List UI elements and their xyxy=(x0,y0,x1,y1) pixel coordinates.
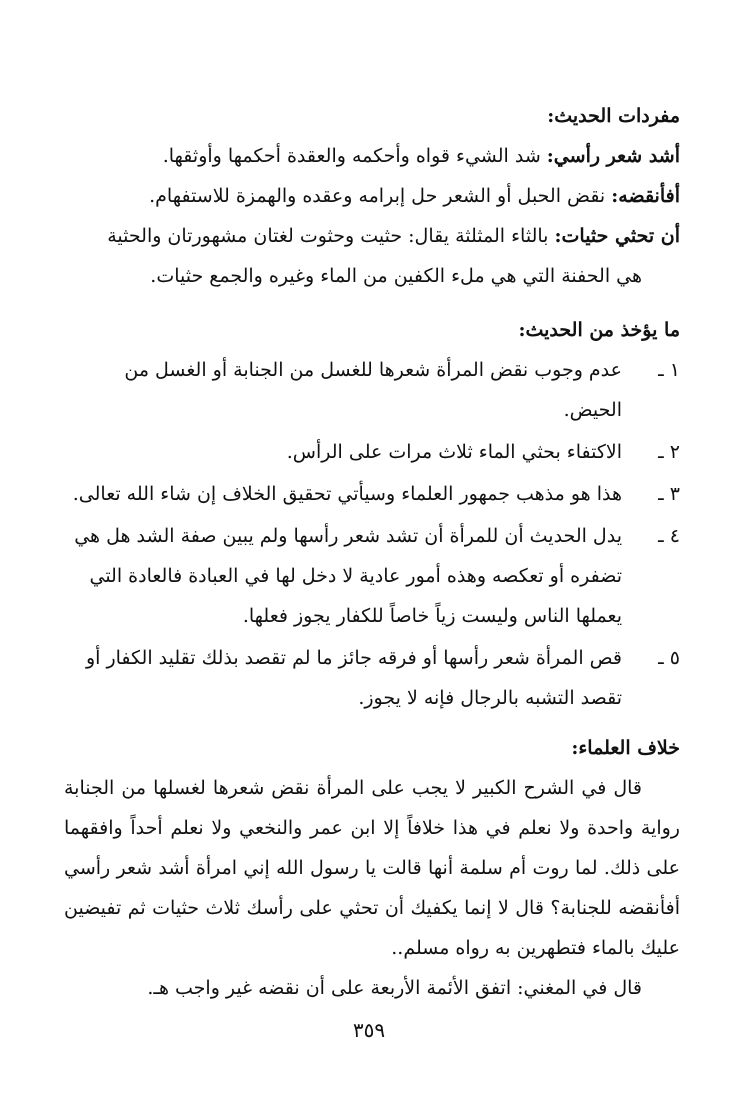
list-item-text: يدل الحديث أن للمرأة أن تشد شعر رأسها ولم يبين صفة الشد هل هي تضفره أو تعكصه وهذه أمور عادية لا دخل لها في العبادة فالعادة التي يعملها الناس وليست زياً خاصاً للكفار يجوز فعلها. xyxy=(74,525,622,627)
vocab-item-2 xyxy=(64,176,680,216)
vocab-text-2: نقض الحبل أو الشعر حل إبرامه وعقده والهمزة للاستفهام. xyxy=(149,185,612,207)
list-item-text: عدم وجوب نقض المرأة شعرها للغسل من الجنابة أو الغسل من الحيض. xyxy=(124,359,622,421)
list-item xyxy=(64,516,680,636)
lessons-heading: ما يؤخذ من الحديث: xyxy=(518,319,680,341)
list-item xyxy=(64,638,680,718)
list-item-text: الاكتفاء بحثي الماء ثلاث مرات على الرأس. xyxy=(286,441,622,463)
vocab-item-1 xyxy=(64,136,680,176)
list-item-number: ٥ ـ xyxy=(658,647,680,669)
dispute-paragraph-1: قال في الشرح الكبير لا يجب على المرأة نقض شعرها لغسلها من الجنابة رواية واحدة ولا نعلم في هذا خلافاً إلا ابن عمر والنخعي ولا نعلم أحداً وافقهما على ذلك. لما روت أم سلمة أنها قالت يا رسول الله إني امرأة أشد شعر رأسي أفأنقضه للجنابة؟ قال لا إنما يكفيك أن تحثي على رأسك ثلاث حثيات ثم تفيضين عليك بالماء فتطهرين به رواه مسلم.. xyxy=(64,777,680,959)
list-item-number: ٤ ـ xyxy=(658,525,680,547)
vocab-term-3: أن تحثي حثيات: xyxy=(554,225,680,247)
page-body xyxy=(64,100,680,1008)
vocab-item-3-continuation: هي الحفنة التي هي ملء الكفين من الماء وغيره والجمع حثيات. xyxy=(150,265,642,287)
list-item-number: ١ ـ xyxy=(658,359,680,381)
list-item xyxy=(64,474,680,514)
vocab-term-1: أشد شعر رأسي: xyxy=(546,145,680,167)
lessons-list xyxy=(64,350,680,718)
list-item-text: هذا هو مذهب جمهور العلماء وسيأتي تحقيق الخلاف إن شاء الله تعالى. xyxy=(72,483,622,505)
vocab-text-1: شد الشيء قواه وأحكمه والعقدة أحكمها وأوثقها. xyxy=(162,145,547,167)
vocab-item-3 xyxy=(64,216,680,256)
list-item xyxy=(64,432,680,472)
dispute-heading: خلاف العلماء: xyxy=(571,737,680,759)
list-item-text: قص المرأة شعر رأسها أو فرقه جائز ما لم تقصد بذلك تقليد الكفار أو تقصد التشبه بالرجال فإنه لا يجوز. xyxy=(85,647,622,709)
list-item xyxy=(64,350,680,430)
vocab-term-2: أفأنقضه: xyxy=(611,185,680,207)
page-number: ٣٥٩ xyxy=(352,1018,386,1042)
list-item-number: ٢ ـ xyxy=(658,441,680,463)
vocab-heading: مفردات الحديث: xyxy=(547,105,680,127)
dispute-paragraph-2: قال في المغني: اتفق الأئمة الأربعة على أن نقضه غير واجب هـ. xyxy=(147,977,642,999)
vocab-text-3: بالثاء المثلثة يقال: حثيت وحثوت لغتان مشهورتان والحثية xyxy=(107,225,555,247)
list-item-number: ٣ ـ xyxy=(658,483,680,505)
